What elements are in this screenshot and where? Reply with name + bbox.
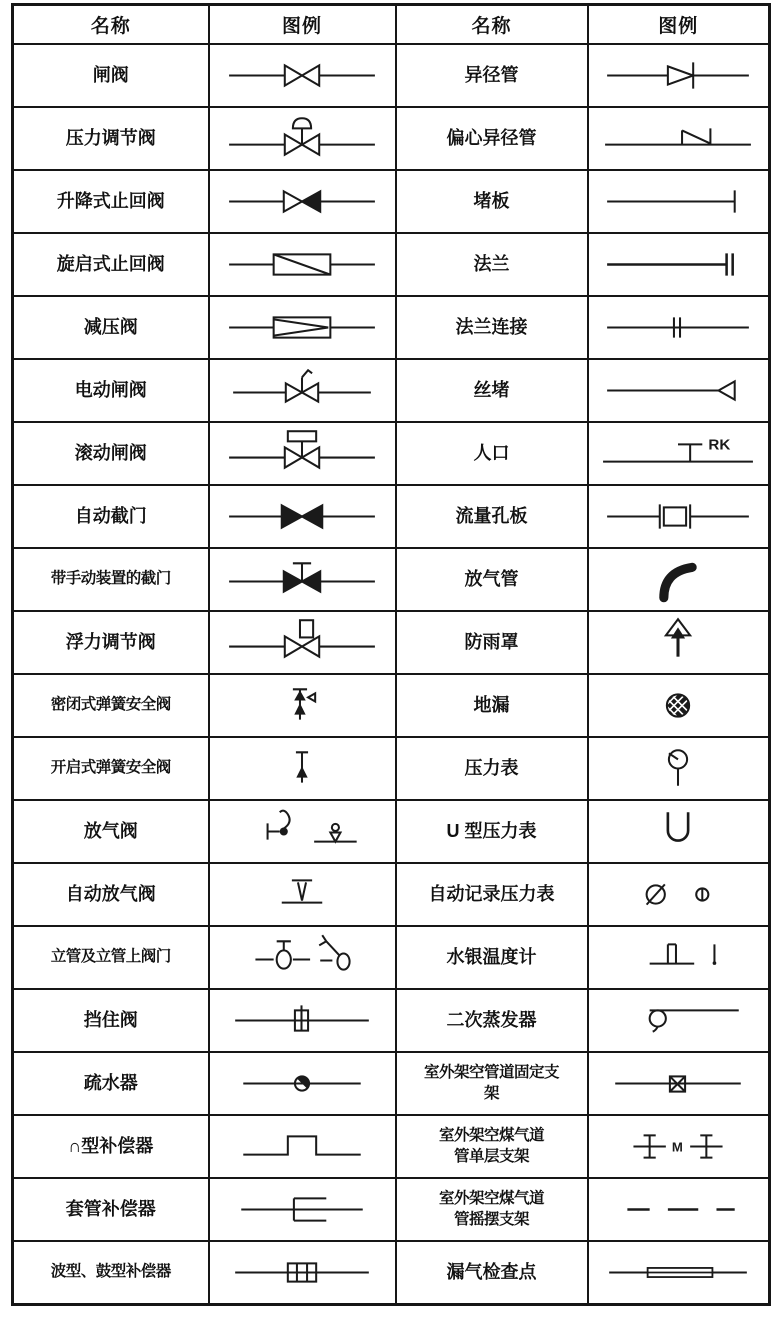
- symbol-name-label: 流量孔板: [455, 506, 528, 527]
- name-cell: [396, 674, 588, 737]
- symbol-cell: [588, 926, 770, 989]
- symbol-name-label: 电动闸阀: [74, 380, 147, 401]
- symbol-name-label: 室外架空管道固定支 架: [423, 1063, 559, 1102]
- symbol-cell: [209, 422, 396, 485]
- table-row: [13, 422, 770, 485]
- symbol-cell: [588, 1241, 770, 1305]
- name-cell: [396, 989, 588, 1052]
- table-row: [13, 359, 770, 422]
- symbol-name-label: U 型压力表: [446, 821, 537, 842]
- symbol-name-label: 地漏: [473, 695, 510, 716]
- symbol-cell: [588, 737, 770, 800]
- reducer-icon: [597, 47, 759, 104]
- symbol-cell: [588, 422, 770, 485]
- steam-trap-icon: [221, 1055, 383, 1112]
- name-cell: [13, 422, 209, 485]
- blind-plate-icon: [597, 173, 759, 230]
- symbol-name-label: 丝堵: [473, 380, 510, 401]
- name-cell: [396, 296, 588, 359]
- symbol-name-label: 人口: [473, 443, 510, 464]
- symbol-name-label: 放气管: [464, 569, 519, 590]
- table-row: [13, 1241, 770, 1305]
- symbol-name-label: 密闭式弹簧安全阀: [50, 696, 171, 714]
- symbol-cell: [209, 1052, 396, 1115]
- symbol-name-label: 闸阀: [92, 65, 129, 86]
- symbol-name-label: 漏气检查点: [446, 1262, 537, 1283]
- symbol-cell: [588, 1052, 770, 1115]
- symbol-name-label: 法兰: [473, 254, 510, 275]
- name-cell: [13, 926, 209, 989]
- wave-drum-compensator-icon: [221, 1244, 383, 1301]
- symbol-cell: [209, 107, 396, 170]
- name-cell: [396, 170, 588, 233]
- name-cell: [396, 422, 588, 485]
- header-legend-right: 图例: [588, 5, 770, 45]
- symbol-name-label: 放气阀: [83, 821, 138, 842]
- table-row: [13, 737, 770, 800]
- symbol-cell: [209, 548, 396, 611]
- name-cell: [396, 800, 588, 863]
- buoyancy-regulating-valve-icon: [221, 614, 383, 671]
- name-cell: [13, 800, 209, 863]
- name-cell: [13, 44, 209, 107]
- air-release-valve-icon: [221, 803, 383, 860]
- symbol-name-label: 压力表: [464, 758, 519, 779]
- open-spring-safety-valve-icon: [221, 740, 383, 797]
- table-row: [13, 296, 770, 359]
- table-row: [13, 926, 770, 989]
- table-row: [13, 1178, 770, 1241]
- gate-valve-icon: [221, 47, 383, 104]
- symbol-cell: [209, 863, 396, 926]
- name-cell: [396, 1052, 588, 1115]
- table-row: [13, 611, 770, 674]
- name-cell: [396, 1115, 588, 1178]
- table-row: [13, 233, 770, 296]
- name-cell: [13, 107, 209, 170]
- symbol-cell: [588, 296, 770, 359]
- name-cell: [13, 485, 209, 548]
- screw-plug-icon: [597, 362, 759, 419]
- closed-spring-safety-valve-icon: [221, 677, 383, 734]
- name-cell: [396, 233, 588, 296]
- name-cell: [13, 611, 209, 674]
- name-cell: [396, 359, 588, 422]
- table-row: [13, 800, 770, 863]
- pressure-gauge-icon: [597, 740, 759, 797]
- symbol-name-label: 室外架空煤气道 管摇摆支架: [438, 1189, 544, 1228]
- symbol-name-label: 堵板: [473, 191, 510, 212]
- table-row: [13, 44, 770, 107]
- name-cell: [13, 233, 209, 296]
- symbol-name-label: 异径管: [464, 65, 519, 86]
- symbol-name-label: 自动放气阀: [65, 884, 156, 905]
- name-cell: [396, 926, 588, 989]
- name-cell: [396, 611, 588, 674]
- inlet-icon: [597, 425, 759, 482]
- name-cell: [13, 989, 209, 1052]
- leak-check-point-icon: [597, 1244, 759, 1301]
- name-cell: [396, 1241, 588, 1305]
- symbol-cell: [209, 233, 396, 296]
- riser-and-riser-valve-icon: [221, 929, 383, 986]
- symbol-name-label: 减压阀: [83, 317, 138, 338]
- symbol-cell: [588, 170, 770, 233]
- fixed-support-icon: [597, 1055, 759, 1112]
- symbol-name-label: 自动截门: [74, 506, 147, 527]
- symbol-cell: [588, 107, 770, 170]
- electric-gate-valve-icon: [221, 362, 383, 419]
- svg-text:RK: RK: [708, 436, 731, 454]
- name-cell: [13, 548, 209, 611]
- symbol-name-label: 偏心异径管: [446, 128, 537, 149]
- symbol-cell: [588, 611, 770, 674]
- name-cell: [396, 863, 588, 926]
- symbol-cell: [588, 359, 770, 422]
- auto-recording-gauge-icon: [597, 866, 759, 923]
- svg-text:M: M: [672, 1139, 684, 1155]
- name-cell: [396, 737, 588, 800]
- orifice-plate-icon: [597, 488, 759, 545]
- rolling-gate-valve-icon: [221, 425, 383, 482]
- symbol-cell: [588, 233, 770, 296]
- table-row: [13, 548, 770, 611]
- symbol-name-label: 疏水器: [83, 1073, 138, 1094]
- single-layer-support-icon: [597, 1118, 759, 1175]
- swing-check-valve-icon: [221, 236, 383, 293]
- symbol-name-label: 法兰连接: [455, 317, 528, 338]
- symbol-name-label: 升降式止回阀: [56, 191, 165, 212]
- symbol-cell: [209, 611, 396, 674]
- symbol-name-label: 波型、鼓型补偿器: [50, 1263, 171, 1281]
- symbol-name-label: 滚动闸阀: [74, 443, 147, 464]
- symbol-cell: [209, 1115, 396, 1178]
- name-cell: [13, 674, 209, 737]
- symbol-name-label: 带手动装置的截门: [50, 570, 171, 588]
- symbol-name-label: 浮力调节阀: [65, 632, 156, 653]
- swing-support-icon: [597, 1181, 759, 1238]
- legend-table: [11, 3, 771, 1306]
- header-name-right: 名称: [396, 5, 588, 45]
- manual-stop-valve-icon: [221, 551, 383, 608]
- symbol-name-label: 旋启式止回阀: [56, 254, 165, 275]
- table-row: [13, 989, 770, 1052]
- header-name-left: 名称: [13, 5, 209, 45]
- name-cell: [396, 107, 588, 170]
- symbol-cell: [588, 1115, 770, 1178]
- name-cell: [396, 1178, 588, 1241]
- mercury-thermometer-icon: [597, 929, 759, 986]
- floor-drain-icon: [597, 677, 759, 734]
- table-row: [13, 1115, 770, 1178]
- symbol-cell: [209, 1241, 396, 1305]
- name-cell: [13, 1241, 209, 1305]
- symbol-cell: [209, 1178, 396, 1241]
- symbol-cell: [588, 674, 770, 737]
- u-type-compensator-icon: [221, 1118, 383, 1175]
- name-cell: [13, 359, 209, 422]
- symbol-name-label: 压力调节阀: [65, 128, 156, 149]
- symbol-cell: [209, 296, 396, 359]
- name-cell: [13, 1052, 209, 1115]
- lift-check-valve-icon: [221, 173, 383, 230]
- table-body: [13, 44, 770, 1305]
- rain-cap-icon: [597, 614, 759, 671]
- table-row: [13, 863, 770, 926]
- symbol-cell: [588, 989, 770, 1052]
- symbol-name-label: 开启式弹簧安全阀: [50, 759, 171, 777]
- symbol-name-label: 立管及立管上阀门: [50, 948, 171, 966]
- symbol-cell: [588, 485, 770, 548]
- symbol-cell: [209, 926, 396, 989]
- symbol-cell: [588, 863, 770, 926]
- symbol-name-label: ∩型补偿器: [68, 1136, 154, 1157]
- symbol-cell: [209, 44, 396, 107]
- symbol-name-label: 室外架空煤气道 管单层支架: [438, 1126, 544, 1165]
- header-legend-left: 图例: [209, 5, 396, 45]
- name-cell: [13, 737, 209, 800]
- table-header: [13, 5, 770, 45]
- symbol-cell: [209, 359, 396, 422]
- name-cell: [13, 863, 209, 926]
- stop-block-valve-icon: [221, 992, 383, 1049]
- eccentric-reducer-icon: [597, 110, 759, 167]
- table-row: [13, 1052, 770, 1115]
- symbol-cell: [588, 548, 770, 611]
- symbol-name-label: 防雨罩: [464, 632, 519, 653]
- symbol-name-label: 二次蒸发器: [446, 1010, 537, 1031]
- pressure-regulating-valve-icon: [221, 110, 383, 167]
- symbol-name-label: 自动记录压力表: [428, 884, 555, 905]
- table-row: [13, 170, 770, 233]
- symbol-cell: [588, 44, 770, 107]
- table-row: [13, 107, 770, 170]
- sleeve-compensator-icon: [221, 1181, 383, 1238]
- u-pressure-gauge-icon: [597, 803, 759, 860]
- flange-connection-icon: [597, 299, 759, 356]
- pressure-reducing-valve-icon: [221, 299, 383, 356]
- table-row: [13, 674, 770, 737]
- symbol-name-label: 水银温度计: [446, 947, 537, 968]
- secondary-evaporator-icon: [597, 992, 759, 1049]
- name-cell: [396, 485, 588, 548]
- symbol-cell: [209, 800, 396, 863]
- symbol-cell: [209, 170, 396, 233]
- name-cell: [396, 548, 588, 611]
- name-cell: [13, 296, 209, 359]
- symbol-name-label: 挡住阀: [83, 1010, 138, 1031]
- table-row: [13, 485, 770, 548]
- name-cell: [13, 1178, 209, 1241]
- header-row: [13, 5, 770, 45]
- symbol-cell: [209, 674, 396, 737]
- symbol-cell: [209, 737, 396, 800]
- symbol-cell: [209, 989, 396, 1052]
- flange-icon: [597, 236, 759, 293]
- symbol-cell: [588, 800, 770, 863]
- symbol-cell: [209, 485, 396, 548]
- vent-pipe-icon: [597, 551, 759, 608]
- name-cell: [396, 44, 588, 107]
- symbol-name-label: 套管补偿器: [65, 1199, 156, 1220]
- name-cell: [13, 1115, 209, 1178]
- name-cell: [13, 170, 209, 233]
- auto-air-release-valve-icon: [221, 866, 383, 923]
- symbol-cell: [588, 1178, 770, 1241]
- auto-stop-valve-icon: [221, 488, 383, 545]
